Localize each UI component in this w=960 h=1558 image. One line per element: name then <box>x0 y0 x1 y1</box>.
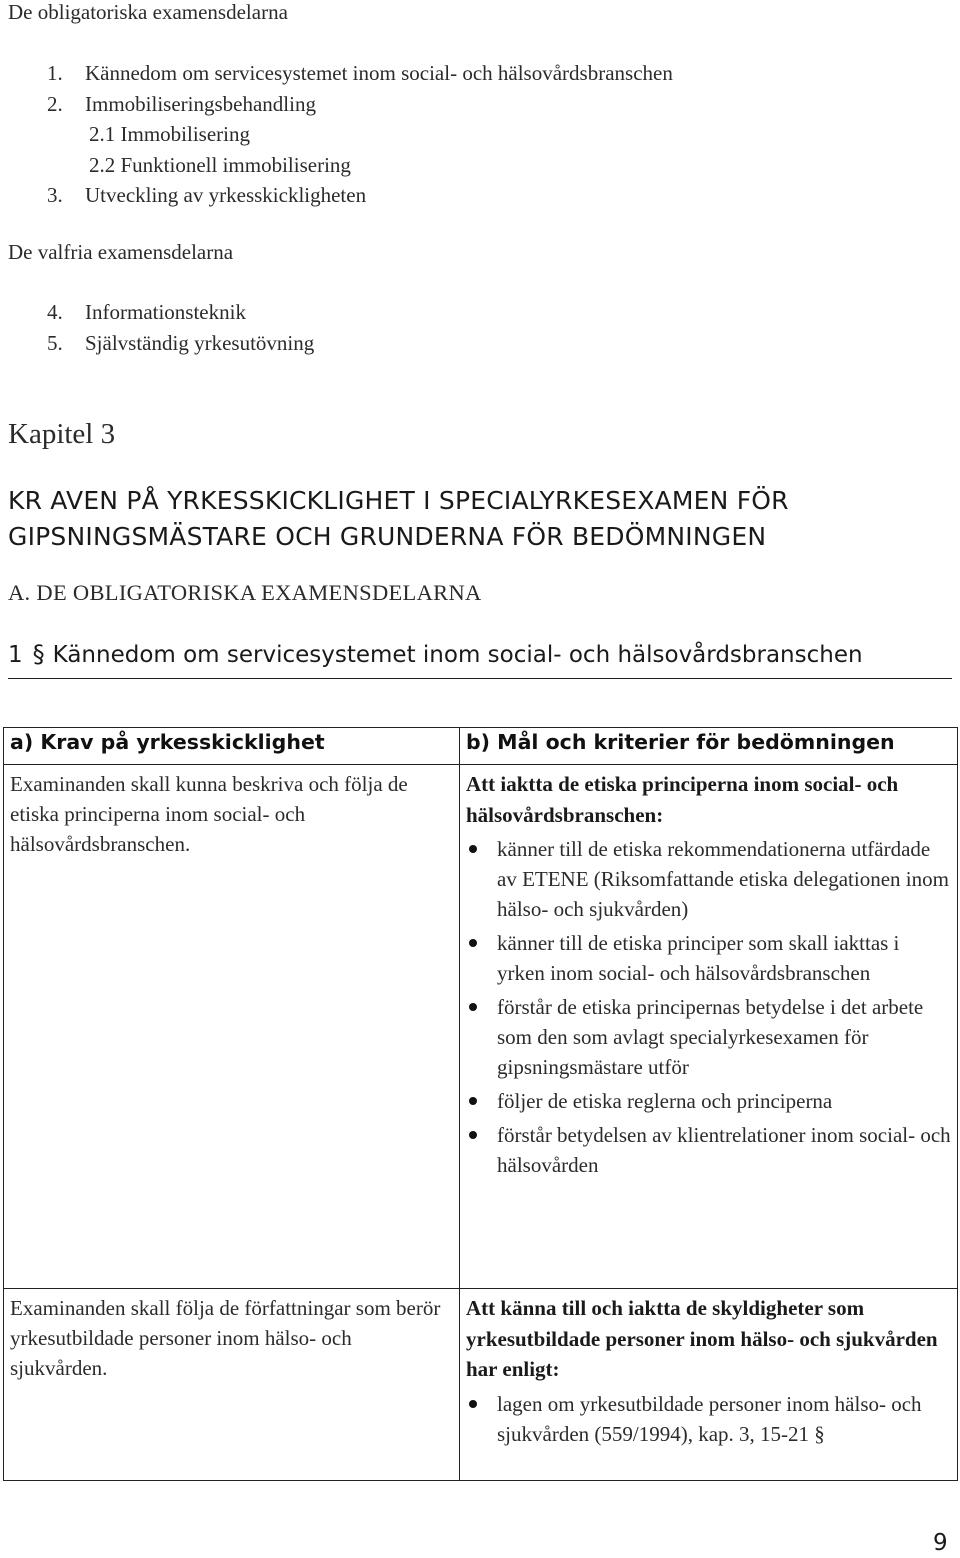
requirement-cell <box>4 1289 460 1481</box>
sub-list-item: 2.2 Funktionell immobilisering <box>89 152 351 177</box>
list-item: 2. Immobiliseringsbehandling <box>47 91 316 116</box>
criteria-list <box>466 834 951 1180</box>
section-a-heading: A. DE OBLIGATORISKA EXAMENSDELARNA <box>8 580 482 605</box>
column-header-requirements: a) Krav på yrkesskicklighet <box>4 728 460 765</box>
criteria-item: förstår betydelsen av klientrelationer inom social- och hälsovården <box>466 1120 951 1180</box>
list-item: 5. Självständig yrkesutövning <box>47 330 315 355</box>
bullet-icon <box>469 845 477 853</box>
bullet-icon <box>469 939 477 947</box>
chapter-title: Kapitel 3 <box>8 418 116 450</box>
table-row <box>4 765 958 1289</box>
optional-parts-heading: De valfria examensdelarna <box>8 240 234 264</box>
bullet-icon <box>469 1400 477 1408</box>
criteria-item: följer de etiska reglerna och principerna <box>466 1086 951 1116</box>
bullet-icon <box>469 1003 477 1011</box>
mandatory-parts-heading: De obligatoriska examensdelarna <box>8 0 288 24</box>
table-row <box>4 1289 958 1481</box>
table-header-row <box>4 728 958 765</box>
chapter-heading <box>8 483 948 555</box>
criteria-cell <box>460 1289 958 1481</box>
criteria-heading: Att iaktta de etiska principerna inom social- och hälsovårdsbranschen: <box>466 772 899 827</box>
criteria-item: förstår de etiska principernas betydelse i det arbete som den som avlagt specialyrkesexamen för gipsningsmästare utför <box>466 992 951 1082</box>
requirement-cell <box>4 765 460 1289</box>
section-heading <box>8 640 952 679</box>
list-item: 3. Utveckling av yrkesskickligheten <box>47 183 367 207</box>
section-number: 1 <box>8 642 23 668</box>
requirement-text: Examinanden skall följa de författningar som berör yrkesutbildade personer inom hälso- och sjukvården. <box>10 1296 441 1380</box>
criteria-cell <box>460 765 958 1289</box>
bullet-icon <box>469 1131 477 1139</box>
criteria-item: lagen om yrkesutbildade personer inom hälso- och sjukvården (559/1994), kap. 3, 15-21 § <box>466 1389 951 1449</box>
list-item: 1. Kännedom om servicesystemet inom social- och hälsovårdsbranschen <box>47 61 673 85</box>
section-title: Kännedom om servicesystemet inom social- och hälsovårdsbranschen <box>52 642 863 668</box>
criteria-table <box>3 727 958 1481</box>
optional-parts-list <box>47 297 314 358</box>
bullet-icon <box>469 1097 477 1105</box>
requirement-text: Examinanden skall kunna beskriva och följa de etiska principerna inom social- och hälsovårdsbranschen. <box>10 772 408 856</box>
section-sign: § <box>32 640 45 668</box>
chapter-heading-line: KR AVEN PÅ YRKESSKICKLIGHET I SPECIALYRKESEXAMEN FÖR <box>8 486 789 515</box>
criteria-list <box>466 1389 951 1449</box>
criteria-item: känner till de etiska principer som skall iakttas i yrken inom social- och hälsovårdsbranschen <box>466 928 951 988</box>
column-header-criteria: b) Mål och kriterier för bedömningen <box>460 728 958 765</box>
sub-list-item: 2.1 Immobilisering <box>89 122 250 146</box>
chapter-heading-line: GIPSNINGSMÄSTARE OCH GRUNDERNA FÖR BEDÖMNINGEN <box>8 522 767 551</box>
mandatory-parts-list <box>47 58 673 211</box>
page-number: 9 <box>933 1530 948 1556</box>
criteria-item: känner till de etiska rekommendationerna utfärdade av ETENE (Riksomfattande etiska delegationen inom hälso- och sjukvården) <box>466 834 951 924</box>
criteria-heading: Att känna till och iaktta de skyldigheter som yrkesutbildade personer inom hälso- och sjukvården har enligt: <box>466 1296 938 1381</box>
list-item: 4. Informationsteknik <box>47 300 246 324</box>
